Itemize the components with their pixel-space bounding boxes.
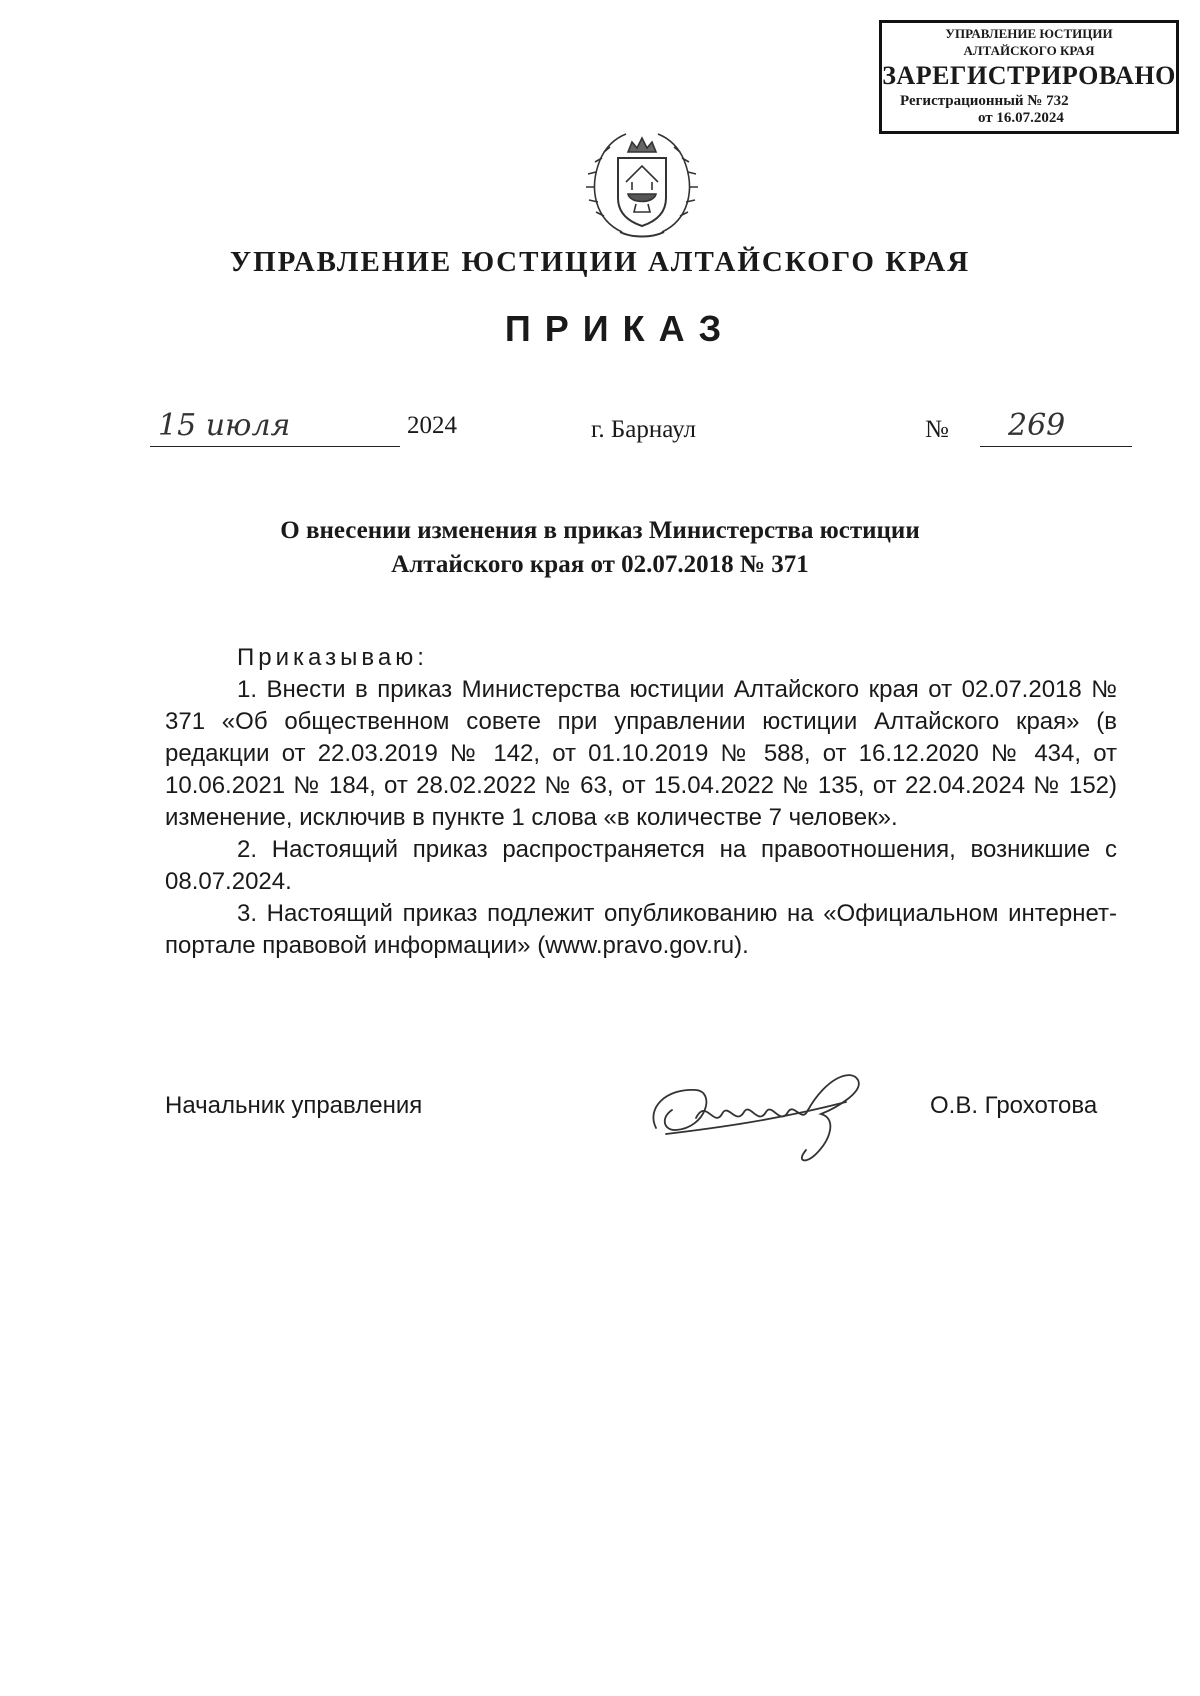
- stamp-org-line1: УПРАВЛЕНИЕ ЮСТИЦИИ: [945, 26, 1113, 41]
- handwritten-signature-icon: [636, 1058, 876, 1168]
- signatory-name: О.В. Грохотова: [930, 1092, 1098, 1119]
- date-handwritten: 15 июля: [158, 408, 291, 443]
- document-kind: ПРИКАЗ: [504, 308, 736, 349]
- order-item-2: 2. Настоящий приказ распространяется на правоотношения, возникшие с 08.07.2024.: [165, 836, 1117, 895]
- date-handwritten-field: [150, 408, 400, 447]
- registration-stamp: [879, 20, 1179, 134]
- year: 2024: [407, 412, 457, 439]
- number-sign: №: [925, 416, 949, 443]
- stamp-org-line2: АЛТАЙСКОГО КРАЯ: [963, 43, 1095, 58]
- number-handwritten: 269: [1008, 408, 1066, 443]
- altai-coat-of-arms-icon: [582, 120, 702, 245]
- stamp-reg-number: Регистрационный № 732: [900, 93, 1069, 109]
- org-title: УПРАВЛЕНИЕ ЮСТИЦИИ АЛТАЙСКОГО КРАЯ: [229, 246, 971, 278]
- order-item-3: 3. Настоящий приказ подлежит опубликованию на «Официальном интернет-портале правовой информации» (www.pravo.gov.ru).: [165, 900, 1117, 959]
- city: г. Барнаул: [591, 416, 696, 443]
- signatory-position: Начальник управления: [165, 1092, 423, 1119]
- number-handwritten-field: [980, 408, 1132, 447]
- subject-line1: О внесении изменения в приказ Министерства юстиции: [280, 517, 920, 544]
- document-body: [165, 642, 1117, 962]
- order-item-1: 1. Внести в приказ Министерства юстиции Алтайского края от 02.07.2018 № 371 «Об общественном совете при управлении юстиции Алтайского края» (в редакции от 22.03.2019 № 142, от 01.10.2019 № 588, от 16.12.2020 № 434, от 10.06.2021 № 184, от 28.02.2022 № 63, от 15.04.2022 № 135, от 22.04.2024 № 152) изменение, исключив в пункте 1 слова «в количестве 7 человек».: [165, 676, 1117, 831]
- document-subject: [0, 514, 1200, 582]
- stamp-reg-date: от 16.07.2024: [978, 110, 1064, 126]
- stamp-registered: ЗАРЕГИСТРИРОВАНО: [882, 61, 1176, 90]
- subject-line2: Алтайского края от 02.07.2018 № 371: [391, 551, 809, 578]
- order-lead: Приказываю:: [237, 644, 428, 671]
